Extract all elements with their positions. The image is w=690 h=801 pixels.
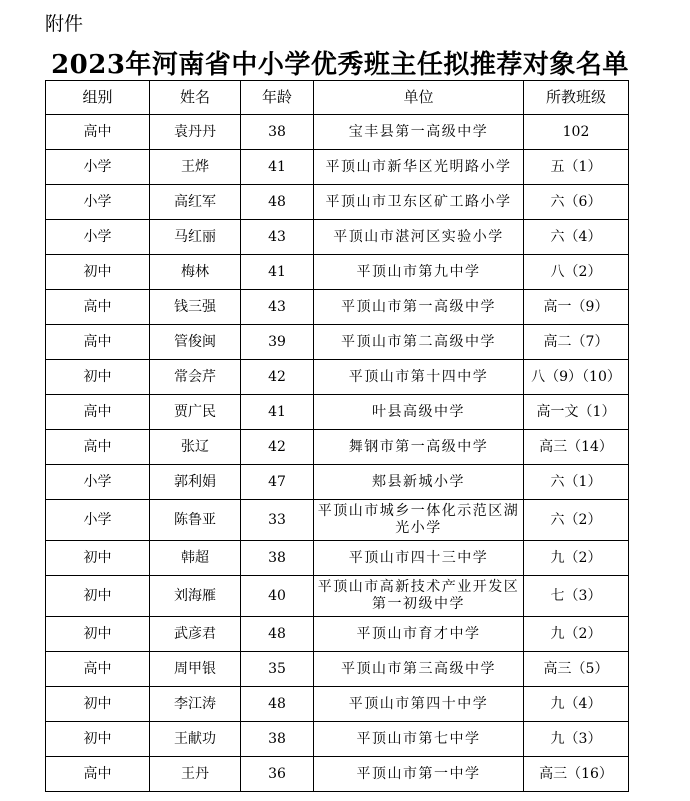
cell-group: 小学 bbox=[46, 465, 150, 500]
cell-unit: 平顶山市第一中学 bbox=[314, 757, 524, 792]
cell-age: 42 bbox=[241, 360, 314, 395]
cell-group: 初中 bbox=[46, 722, 150, 757]
cell-unit: 郏县新城小学 bbox=[314, 465, 524, 500]
table-row bbox=[46, 360, 629, 395]
cell-age: 48 bbox=[241, 185, 314, 220]
cell-age: 43 bbox=[241, 220, 314, 255]
cell-age: 33 bbox=[241, 500, 314, 541]
cell-group: 初中 bbox=[46, 255, 150, 290]
cell-group: 小学 bbox=[46, 220, 150, 255]
cell-unit: 平顶山市第三高级中学 bbox=[314, 652, 524, 687]
cell-group: 高中 bbox=[46, 430, 150, 465]
cell-group: 初中 bbox=[46, 541, 150, 576]
cell-unit: 舞钢市第一高级中学 bbox=[314, 430, 524, 465]
cell-name: 周甲银 bbox=[150, 652, 241, 687]
cell-age: 43 bbox=[241, 290, 314, 325]
cell-name: 钱三强 bbox=[150, 290, 241, 325]
cell-name: 武彦君 bbox=[150, 617, 241, 652]
recommendation-table bbox=[45, 80, 629, 792]
table-row bbox=[46, 500, 629, 541]
cell-name: 贾广民 bbox=[150, 395, 241, 430]
cell-class: 高三（14） bbox=[524, 430, 629, 465]
cell-class: 五（1） bbox=[524, 150, 629, 185]
cell-unit: 平顶山市第一高级中学 bbox=[314, 290, 524, 325]
cell-class: 六（4） bbox=[524, 220, 629, 255]
table-header-row bbox=[46, 81, 629, 115]
cell-name: 王献功 bbox=[150, 722, 241, 757]
cell-class: 102 bbox=[524, 115, 629, 150]
cell-class: 高一文（1） bbox=[524, 395, 629, 430]
cell-group: 高中 bbox=[46, 395, 150, 430]
cell-group: 小学 bbox=[46, 500, 150, 541]
cell-name: 高红军 bbox=[150, 185, 241, 220]
cell-group: 初中 bbox=[46, 687, 150, 722]
cell-class: 六（1） bbox=[524, 465, 629, 500]
cell-class: 九（3） bbox=[524, 722, 629, 757]
cell-class: 八（2） bbox=[524, 255, 629, 290]
cell-group: 小学 bbox=[46, 150, 150, 185]
cell-age: 47 bbox=[241, 465, 314, 500]
table-row bbox=[46, 150, 629, 185]
cell-unit: 平顶山市城乡一体化示范区湖光小学 bbox=[314, 500, 524, 541]
cell-name: 郭利娟 bbox=[150, 465, 241, 500]
cell-class: 高三（5） bbox=[524, 652, 629, 687]
cell-name: 马红丽 bbox=[150, 220, 241, 255]
cell-name: 王丹 bbox=[150, 757, 241, 792]
table-row bbox=[46, 722, 629, 757]
table-row bbox=[46, 617, 629, 652]
cell-age: 41 bbox=[241, 150, 314, 185]
table-row bbox=[46, 220, 629, 255]
cell-name: 刘海雁 bbox=[150, 576, 241, 617]
cell-unit: 平顶山市四十三中学 bbox=[314, 541, 524, 576]
cell-group: 小学 bbox=[46, 185, 150, 220]
cell-class: 六（6） bbox=[524, 185, 629, 220]
table-row bbox=[46, 290, 629, 325]
cell-group: 高中 bbox=[46, 652, 150, 687]
document-title: 2023年河南省中小学优秀班主任拟推荐对象名单 bbox=[51, 50, 629, 80]
cell-age: 35 bbox=[241, 652, 314, 687]
cell-name: 李江涛 bbox=[150, 687, 241, 722]
cell-group: 高中 bbox=[46, 757, 150, 792]
table-row bbox=[46, 576, 629, 617]
header-name: 姓名 bbox=[150, 81, 241, 115]
cell-group: 初中 bbox=[46, 576, 150, 617]
table-row bbox=[46, 652, 629, 687]
header-unit: 单位 bbox=[314, 81, 524, 115]
cell-class: 八（9）（10） bbox=[524, 360, 629, 395]
table-row bbox=[46, 395, 629, 430]
cell-unit: 宝丰县第一高级中学 bbox=[314, 115, 524, 150]
cell-age: 41 bbox=[241, 255, 314, 290]
cell-age: 39 bbox=[241, 325, 314, 360]
cell-class: 高二（7） bbox=[524, 325, 629, 360]
cell-unit: 平顶山市第二高级中学 bbox=[314, 325, 524, 360]
table-row bbox=[46, 541, 629, 576]
cell-name: 常会芹 bbox=[150, 360, 241, 395]
cell-name: 袁丹丹 bbox=[150, 115, 241, 150]
cell-age: 41 bbox=[241, 395, 314, 430]
table-row bbox=[46, 255, 629, 290]
cell-age: 48 bbox=[241, 687, 314, 722]
table-row bbox=[46, 185, 629, 220]
cell-class: 七（3） bbox=[524, 576, 629, 617]
cell-name: 张辽 bbox=[150, 430, 241, 465]
cell-class: 高一（9） bbox=[524, 290, 629, 325]
cell-age: 42 bbox=[241, 430, 314, 465]
table-row bbox=[46, 465, 629, 500]
header-class: 所教班级 bbox=[524, 81, 629, 115]
cell-unit: 叶县高级中学 bbox=[314, 395, 524, 430]
cell-class: 九（4） bbox=[524, 687, 629, 722]
header-group: 组别 bbox=[46, 81, 150, 115]
cell-unit: 平顶山市第九中学 bbox=[314, 255, 524, 290]
cell-group: 高中 bbox=[46, 290, 150, 325]
cell-unit: 平顶山市新华区光明路小学 bbox=[314, 150, 524, 185]
cell-age: 38 bbox=[241, 115, 314, 150]
table-row bbox=[46, 430, 629, 465]
table-row bbox=[46, 325, 629, 360]
cell-name: 王烨 bbox=[150, 150, 241, 185]
cell-class: 高三（16） bbox=[524, 757, 629, 792]
cell-unit: 平顶山市湛河区实验小学 bbox=[314, 220, 524, 255]
cell-age: 36 bbox=[241, 757, 314, 792]
table-row bbox=[46, 687, 629, 722]
cell-group: 高中 bbox=[46, 325, 150, 360]
cell-group: 初中 bbox=[46, 360, 150, 395]
cell-unit: 平顶山市卫东区矿工路小学 bbox=[314, 185, 524, 220]
header-age: 年龄 bbox=[241, 81, 314, 115]
cell-unit: 平顶山市第七中学 bbox=[314, 722, 524, 757]
cell-name: 陈鲁亚 bbox=[150, 500, 241, 541]
cell-age: 48 bbox=[241, 617, 314, 652]
cell-name: 韩超 bbox=[150, 541, 241, 576]
cell-age: 38 bbox=[241, 541, 314, 576]
table-row bbox=[46, 757, 629, 792]
table-row bbox=[46, 115, 629, 150]
cell-name: 梅林 bbox=[150, 255, 241, 290]
attachment-label: 附件 bbox=[45, 13, 84, 35]
cell-class: 九（2） bbox=[524, 541, 629, 576]
cell-age: 38 bbox=[241, 722, 314, 757]
cell-age: 40 bbox=[241, 576, 314, 617]
cell-group: 初中 bbox=[46, 617, 150, 652]
cell-unit: 平顶山市第四十中学 bbox=[314, 687, 524, 722]
cell-unit: 平顶山市高新技术产业开发区第一初级中学 bbox=[314, 576, 524, 617]
cell-name: 管俊闽 bbox=[150, 325, 241, 360]
cell-unit: 平顶山市第十四中学 bbox=[314, 360, 524, 395]
cell-class: 六（2） bbox=[524, 500, 629, 541]
cell-class: 九（2） bbox=[524, 617, 629, 652]
cell-unit: 平顶山市育才中学 bbox=[314, 617, 524, 652]
cell-group: 高中 bbox=[46, 115, 150, 150]
